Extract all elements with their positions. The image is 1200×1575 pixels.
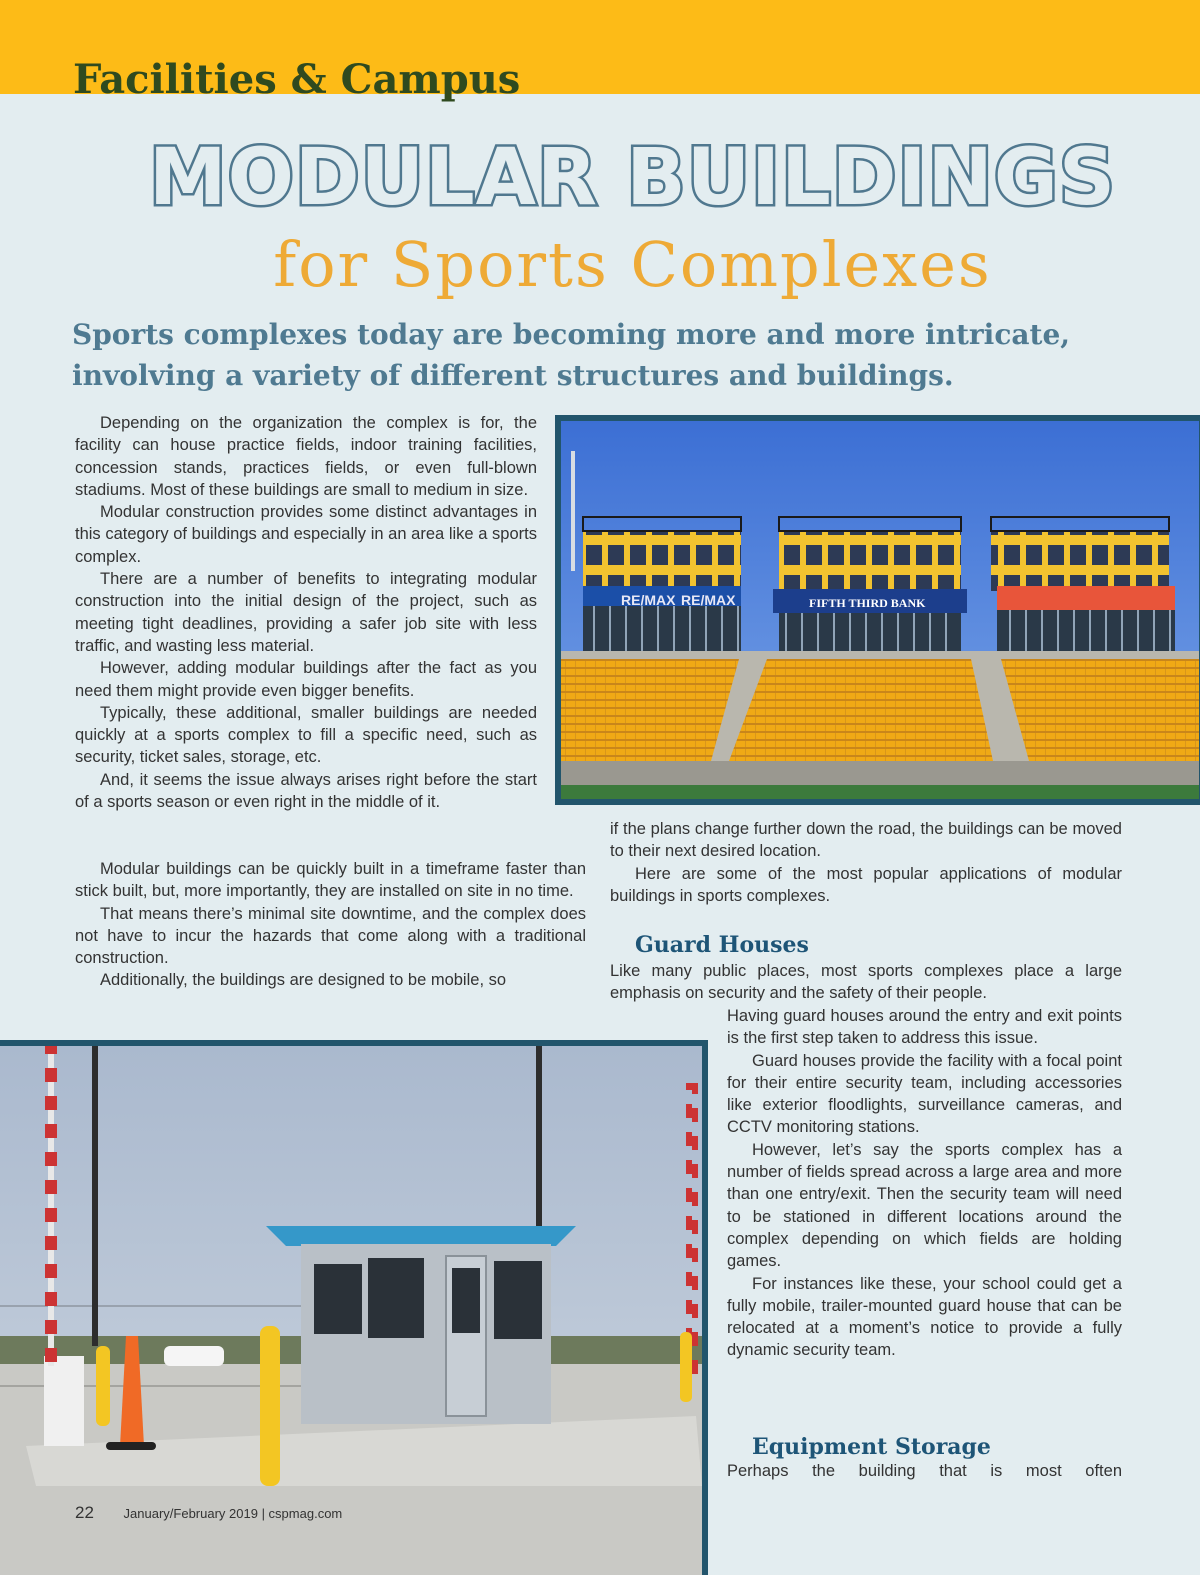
column-2-top xyxy=(610,818,1122,907)
guard-house-photo xyxy=(0,1040,708,1575)
section-title: Facilities & Campus xyxy=(73,56,521,103)
paragraph: However, let’s say the sports complex has a number of fields spread across a large area and more than one entry/exit. Then the security team will need to be stationed in different locations around the complex depending on which fields are holding games. xyxy=(727,1140,1122,1271)
paragraph: Modular buildings can be quickly built in a timeframe faster than stick built, but, more importantly, they are installed on site in no time. xyxy=(75,860,586,901)
column-2-narrow xyxy=(727,1005,1122,1362)
paragraph: And, it seems the issue always arises right before the start of a sports season or even right in the middle of it. xyxy=(75,770,537,812)
guard-houses-section xyxy=(610,932,1122,1005)
paragraph: Like many public places, most sports complexes place a large emphasis on security and the safety of their people. xyxy=(610,962,1122,1003)
paragraph: if the plans change further down the road, the buildings can be moved to their next desired location. xyxy=(610,820,1122,861)
issue-info: January/February 2019 | cspmag.com xyxy=(123,1506,343,1521)
paragraph: Typically, these additional, smaller buildings are needed quickly at a sports complex to fill a specific need, such as security, ticket sales, storage, etc. xyxy=(75,703,537,767)
column-1-top xyxy=(75,412,537,813)
equipment-storage-section xyxy=(727,1434,1122,1482)
paragraph: Here are some of the most popular applications of modular buildings in sports complexes. xyxy=(610,864,1122,905)
page-footer xyxy=(75,1503,342,1523)
paragraph: Depending on the organization the complex is for, the facility can house practice fields, indoor training facilities, concession stands, practices fields, or even full-blown stadiums. Most of these buildings are small to medium in size. xyxy=(75,414,537,499)
paragraph: Additionally, the buildings are designed to be mobile, so xyxy=(100,971,507,990)
paragraph: For instances like these, your school could get a fully mobile, trailer-mounted guard house that can be relocated at a moment’s notice to provide a fully dynamic security team. xyxy=(727,1274,1122,1360)
column-1-bottom xyxy=(75,858,586,992)
paragraph: However, adding modular buildings after the fact as you need them might provide even bigger benefits. xyxy=(75,659,537,700)
stadium-photo xyxy=(555,415,1200,805)
paragraph: Modular construction provides some distinct advantages in this category of buildings and especially in an area like a sports complex. xyxy=(75,503,537,566)
article-subtitle: for Sports Complexes xyxy=(273,228,992,301)
paragraph: That means there’s minimal site downtime, and the complex does not have to incur the hazards that come along with a traditional construction. xyxy=(75,904,586,968)
article-title: MODULAR BUILDINGS xyxy=(148,133,1117,223)
article-dek: Sports complexes today are becoming more and more intricate, involving a variety of different structures and buildings. xyxy=(72,318,1071,392)
sign-remax-1: RE/MAX xyxy=(621,592,676,608)
equipment-storage-heading: Equipment Storage xyxy=(752,1434,991,1460)
paragraph: Having guard houses around the entry and exit points is the first step taken to address this issue. xyxy=(727,1007,1122,1048)
sign-fifth-third: FIFTH THIRD BANK xyxy=(809,596,926,610)
paragraph: There are a number of benefits to integrating modular construction into the initial design of the project, such as meeting tight deadlines, providing a safer job site with less traffic, and wasting less material. xyxy=(75,570,537,655)
page-number: 22 xyxy=(75,1503,94,1522)
paragraph: Perhaps the building that is most often xyxy=(727,1462,1122,1480)
sign-remax-2: RE/MAX xyxy=(681,592,736,608)
guard-houses-heading: Guard Houses xyxy=(635,932,809,958)
paragraph: Guard houses provide the facility with a focal point for their entire security team, including accessories like exterior floodlights, surveillance cameras, and CCTV monitoring stations. xyxy=(727,1051,1122,1137)
